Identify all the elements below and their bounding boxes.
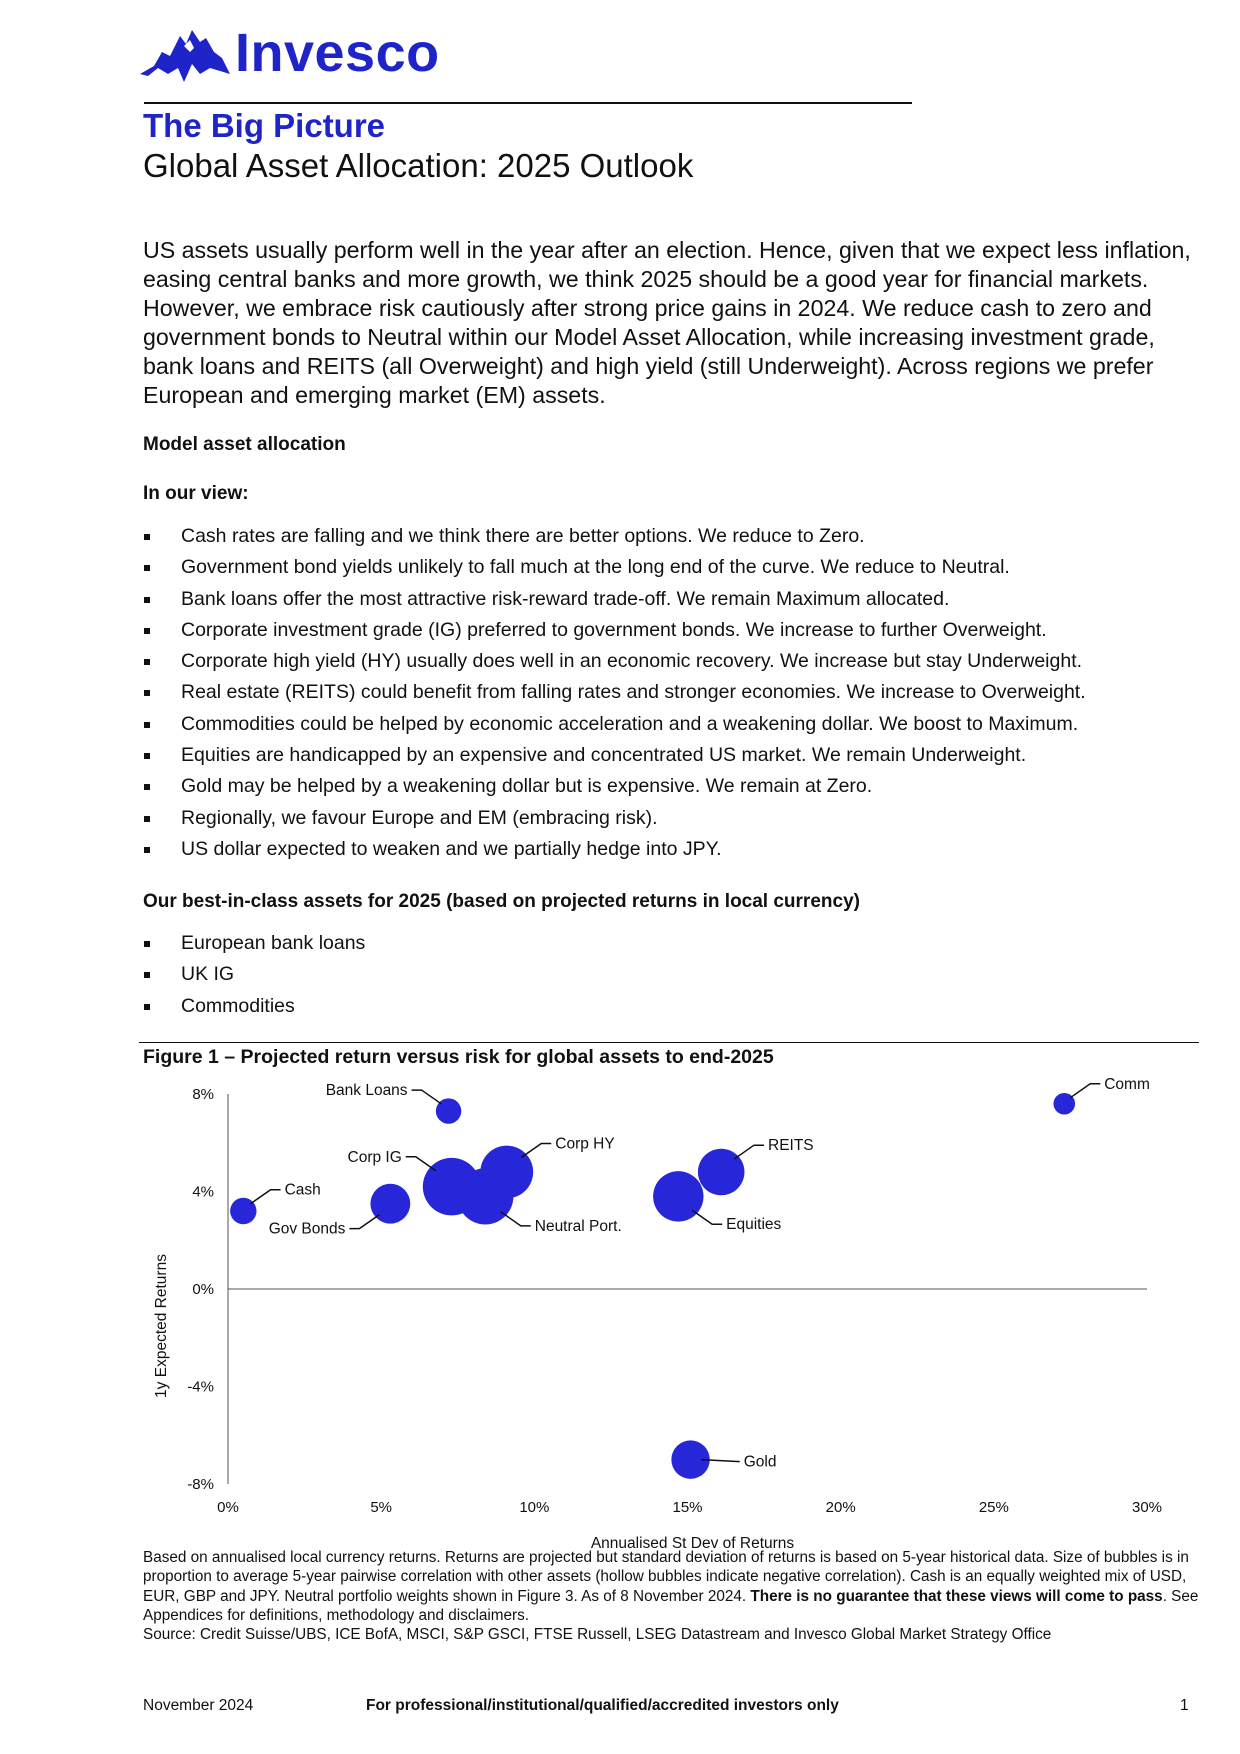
list-item-text: Corporate investment grade (IG) preferred to government bonds. We increase to further Overweight. bbox=[181, 618, 1047, 641]
bubble-neutral-port- bbox=[457, 1168, 513, 1224]
x-tick-label: 30% bbox=[1131, 1499, 1163, 1516]
list-item-text: Gold may be helped by a weakening dollar but is expensive. We remain at Zero. bbox=[181, 775, 873, 798]
header-divider bbox=[144, 102, 912, 104]
list-item bbox=[143, 646, 1223, 677]
notes-bold-text: There is no guarantee that these views will come to pass bbox=[750, 1587, 1163, 1605]
return-vs-risk-chart bbox=[140, 1072, 1200, 1552]
footer-disclaimer: For professional/institutional/qualified/accredited investors only bbox=[366, 1697, 839, 1714]
footer-date: November 2024 bbox=[143, 1697, 254, 1714]
bullet-square-icon bbox=[144, 972, 150, 978]
list-item-text: Real estate (REITS) could benefit from falling rates and stronger economies. We increase to Overweight. bbox=[181, 681, 1086, 704]
our-view-heading: In our view: bbox=[143, 483, 249, 504]
leader-line bbox=[412, 1090, 442, 1104]
bubble-label: Equities bbox=[726, 1216, 782, 1234]
source-text: Source: Credit Suisse/UBS, ICE BofA, MSCI, S&P GSCI, FTSE Russell, LSEG Datastream and Invesco Global Market Strategy Office bbox=[143, 1626, 1052, 1644]
x-tick-label: 0% bbox=[217, 1499, 239, 1516]
list-item bbox=[143, 552, 1223, 583]
y-tick-label: -8% bbox=[187, 1476, 214, 1493]
bullet-square-icon bbox=[144, 597, 150, 603]
document-subtitle: Global Asset Allocation: 2025 Outlook bbox=[143, 147, 694, 184]
best-in-class-heading: Our best-in-class assets for 2025 (based on projected returns in local currency) bbox=[143, 891, 860, 912]
brand-name: Invesco bbox=[235, 23, 440, 83]
y-axis-title: 1y Expected Returns bbox=[153, 1254, 170, 1398]
views-list bbox=[143, 521, 1223, 865]
list-item bbox=[143, 834, 1223, 865]
bullet-square-icon bbox=[144, 941, 150, 947]
bullet-square-icon bbox=[144, 565, 150, 571]
list-item bbox=[143, 709, 1223, 740]
figure-title: Figure 1 – Projected return versus risk for global assets to end-2025 bbox=[143, 1046, 774, 1068]
leader-line bbox=[251, 1190, 281, 1204]
leader-line bbox=[1070, 1084, 1100, 1098]
bubble-label: REITS bbox=[768, 1137, 814, 1155]
invesco-logo bbox=[140, 22, 460, 84]
list-item-text: European bank loans bbox=[181, 932, 366, 954]
bullet-square-icon bbox=[144, 816, 150, 822]
bullet-square-icon bbox=[144, 784, 150, 790]
list-item bbox=[143, 740, 1223, 771]
list-item bbox=[143, 584, 1223, 615]
list-item bbox=[143, 615, 1223, 646]
list-item-text: Government bond yields unlikely to fall much at the long end of the curve. We reduce to Neutral. bbox=[181, 556, 1010, 579]
x-tick-label: 25% bbox=[978, 1499, 1009, 1516]
leader-line bbox=[349, 1215, 379, 1229]
list-item bbox=[143, 521, 1223, 552]
list-item bbox=[143, 928, 1223, 959]
bubble-equities bbox=[653, 1171, 703, 1221]
x-tick-label: 20% bbox=[825, 1499, 856, 1516]
bubble-label: Corp IG bbox=[347, 1148, 402, 1166]
figure-divider bbox=[139, 1042, 1199, 1043]
mountain-logo-icon bbox=[140, 22, 232, 84]
bullet-square-icon bbox=[144, 1004, 150, 1010]
intro-paragraph: US assets usually perform well in the year after an election. Hence, given that we expect less inflation, easing central banks and more growth, we think 2025 should be a good year for financial markets. However, we embrace risk cautiously after strong price gains in 2024. We reduce cash to zero and government bonds to Neutral within our Model Asset Allocation, while increasing investment grade, bank loans and REITS (all Overweight) and high yield (still Underweight). Across regions we prefer European and emerging market (EM) assets. bbox=[143, 237, 1191, 408]
bullet-square-icon bbox=[144, 722, 150, 728]
y-tick-label: 0% bbox=[192, 1281, 214, 1298]
list-item-text: UK IG bbox=[181, 963, 235, 986]
x-axis-title: Annualised St Dev of Returns bbox=[590, 1535, 795, 1552]
bubble-label: Cash bbox=[284, 1181, 321, 1199]
document-title: The Big Picture bbox=[143, 107, 386, 144]
page-number: 1 bbox=[1180, 1697, 1189, 1714]
bubble-label: Corp HY bbox=[555, 1135, 615, 1153]
notes-text: Based on annualised local currency returns. Returns are projected but standard deviation of returns is based on 5-year historical data. Size of bubbles is in proportion to average 5-year pairwise correlation with other assets (hollow bubbles indicate negative correlation). Cash is an equally weighted mix of USD, EUR, GBP and JPY. Neutral portfolio weights shown in Figure 3. As of 8 November 2024. bbox=[143, 1549, 1189, 1605]
list-item bbox=[143, 771, 1223, 802]
list-item-text: US dollar expected to weaken and we partially hedge into JPY. bbox=[181, 837, 722, 860]
bullet-square-icon bbox=[144, 753, 150, 759]
bubble-label: Comm bbox=[1104, 1075, 1150, 1093]
best-in-class-list bbox=[143, 928, 1223, 1022]
x-tick-label: 5% bbox=[370, 1499, 393, 1516]
model-allocation-heading: Model asset allocation bbox=[143, 434, 346, 455]
bubble-label: Gov Bonds bbox=[268, 1220, 346, 1238]
y-tick-label: 8% bbox=[192, 1086, 214, 1103]
bubble-reits bbox=[698, 1149, 745, 1196]
chart-labels bbox=[251, 1076, 1150, 1471]
list-item bbox=[143, 959, 1223, 990]
x-tick-label: 15% bbox=[672, 1499, 703, 1516]
list-item bbox=[143, 991, 1223, 1022]
figure-notes bbox=[143, 1548, 1208, 1644]
list-item-text: Commodities could be helped by economic acceleration and a weakening dollar. We boost to Maximum. bbox=[181, 712, 1079, 735]
list-item-text: Equities are handicapped by an expensive and concentrated US market. We remain Underweight. bbox=[181, 744, 1027, 767]
x-tick-label: 10% bbox=[519, 1499, 550, 1516]
bubble-label: Bank Loans bbox=[325, 1082, 408, 1100]
list-item-text: Bank loans offer the most attractive risk-reward trade-off. We remain Maximum allocated. bbox=[181, 587, 950, 610]
bullet-square-icon bbox=[144, 628, 150, 634]
bullet-square-icon bbox=[144, 659, 150, 665]
bubble-label: Neutral Port. bbox=[534, 1217, 622, 1235]
bullet-square-icon bbox=[144, 534, 150, 540]
bullet-square-icon bbox=[144, 690, 150, 696]
list-item bbox=[143, 803, 1223, 834]
list-item-text: Cash rates are falling and we think there are better options. We reduce to Zero. bbox=[181, 525, 865, 547]
y-tick-label: 4% bbox=[192, 1183, 214, 1201]
chart-axes bbox=[153, 1086, 1162, 1552]
list-item-text: Regionally, we favour Europe and EM (embracing risk). bbox=[181, 806, 658, 829]
list-item-text: Corporate high yield (HY) usually does well in an economic recovery. We increase but stay Underweight. bbox=[181, 650, 1083, 673]
notes-text-end: . See Appendices for definitions, methodology and disclaimers. bbox=[143, 1587, 1199, 1624]
bullet-square-icon bbox=[144, 847, 150, 853]
y-tick-label: -4% bbox=[187, 1378, 214, 1396]
bubble-label: Gold bbox=[743, 1453, 777, 1471]
list-item-text: Commodities bbox=[181, 994, 295, 1017]
list-item bbox=[143, 677, 1223, 708]
